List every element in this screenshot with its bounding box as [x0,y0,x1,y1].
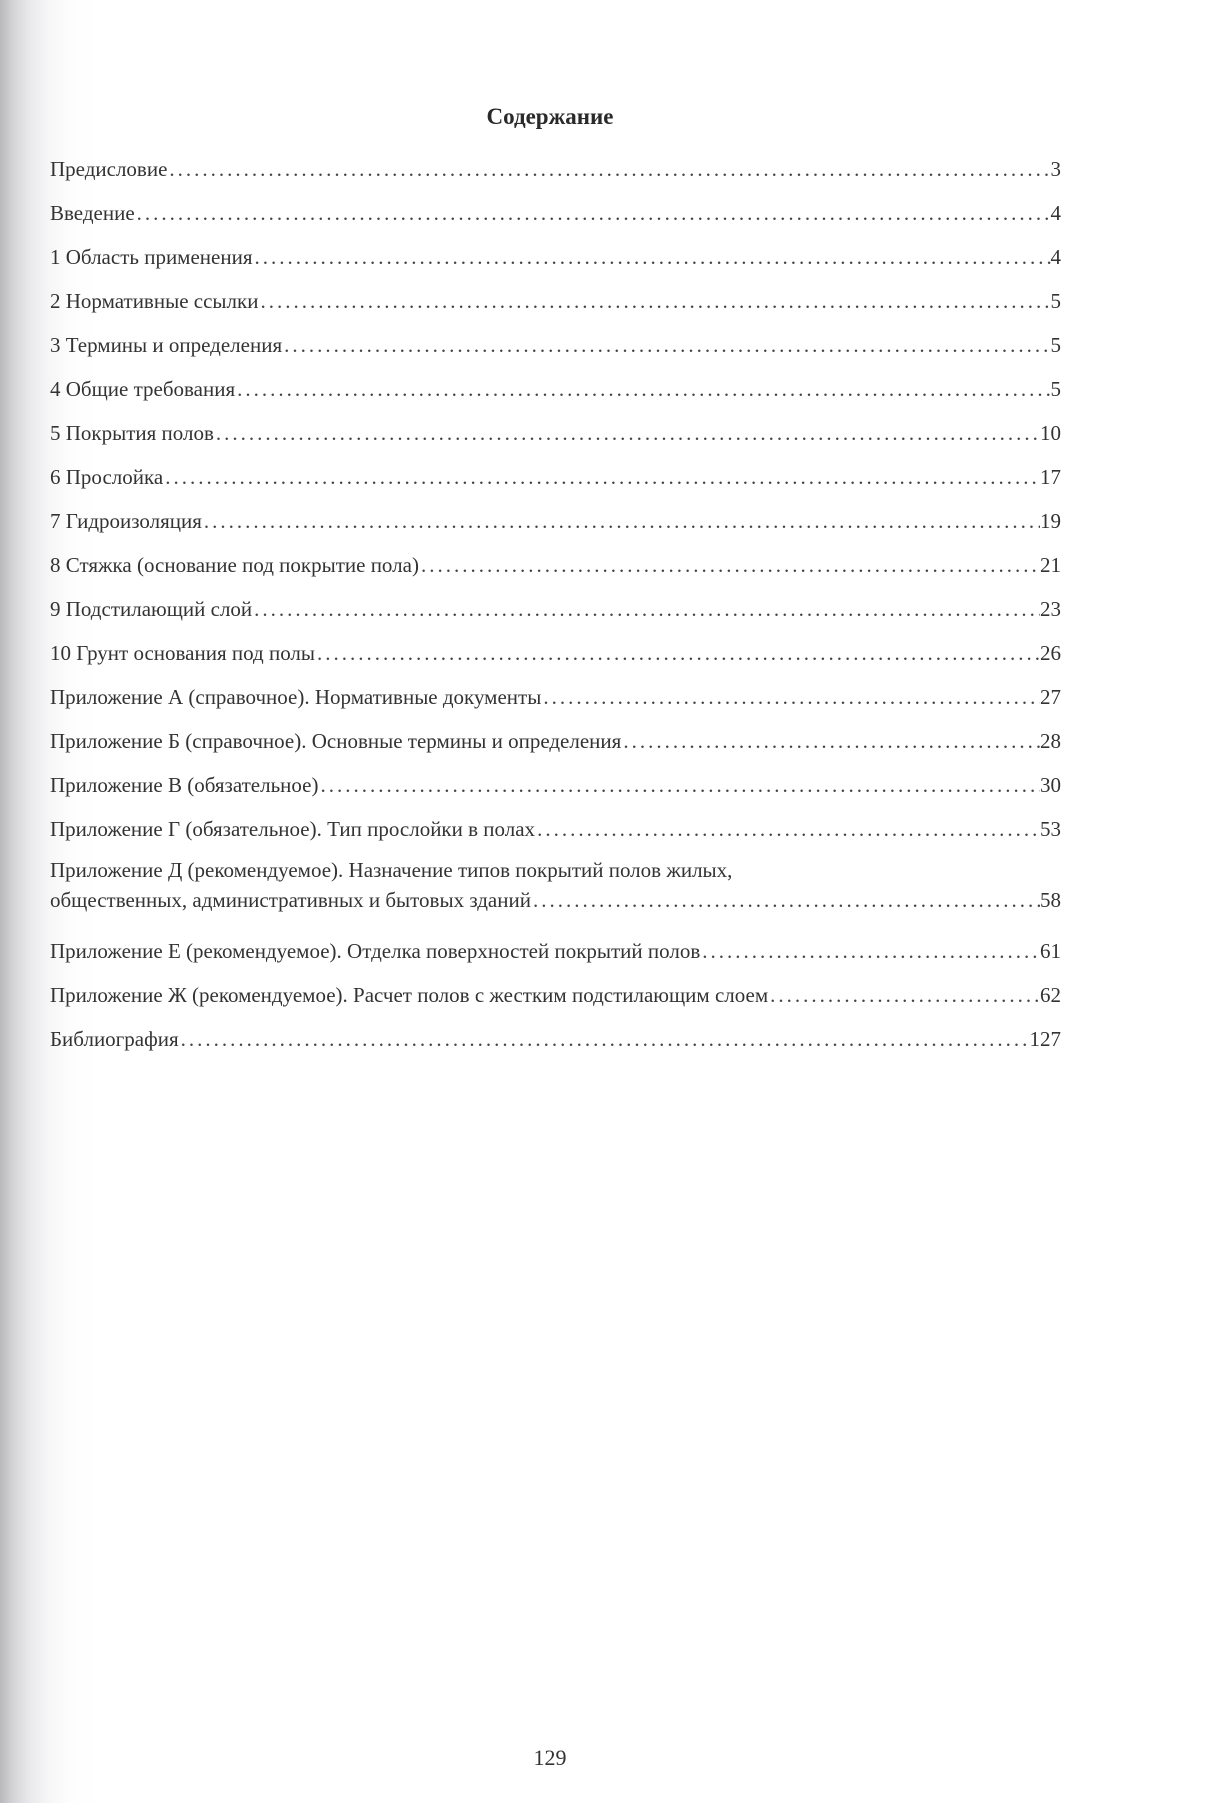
toc-entry-label: Приложение Г (обязательное). Тип прослойки в полах [50,817,536,841]
toc-entry-label: 3 Термины и определения [50,333,283,357]
toc-entry-page: 4 [1050,201,1061,225]
toc-entry-label: Приложение Б (справочное). Основные термины и определения [50,729,622,753]
toc-entry-label: Библиография [50,1027,179,1051]
toc-entry-line2 [50,885,1061,915]
page-number: 129 [533,1745,567,1770]
table-of-contents [50,147,1061,1061]
dot-leader [621,719,1040,763]
dot-leader [214,411,1040,455]
toc-entry-page: 58 [1040,888,1061,912]
dot-leader [258,279,1050,323]
toc-entry-label: Приложение Ж (рекомендуемое). Расчет полов с жестким подстилающим слоем [50,983,769,1007]
toc-entry-label: Приложение В (обязательное) [50,773,319,797]
dot-leader [315,631,1040,675]
toc-entry-page: 17 [1040,465,1061,489]
toc-entry-page: 23 [1040,597,1061,621]
toc-entry[interactable] [50,235,1061,279]
toc-entry-label: 7 Гидроизоляция [50,509,202,533]
toc-entry-page: 19 [1040,509,1061,533]
toc-entry-label: Введение [50,201,135,225]
dot-leader [700,929,1040,973]
toc-entry[interactable] [50,191,1061,235]
toc-entry-label: 4 Общие требования [50,377,236,401]
dot-leader [768,973,1040,1017]
toc-entry-label: Предисловие [50,157,168,181]
toc-entry-page: 30 [1040,773,1061,797]
dot-leader [167,147,1050,191]
toc-entry-label: Приложение А (справочное). Нормативные документы [50,685,542,709]
toc-entry-page: 4 [1050,245,1061,269]
toc-entry[interactable] [50,367,1061,411]
toc-entry[interactable] [50,499,1061,543]
toc-entry[interactable] [50,147,1061,191]
dot-leader [282,323,1050,367]
toc-entry-label-line1: Приложение Д (рекомендуемое). Назначение типов покрытий полов жилых, [50,858,733,882]
toc-entry-page: 53 [1040,817,1061,841]
toc-entry-page: 3 [1050,157,1061,181]
toc-entry-label: 10 Грунт основания под полы [50,641,316,665]
toc-entry[interactable] [50,323,1061,367]
toc-entry[interactable] [50,929,1061,973]
toc-entry-label: 8 Стяжка (основание под покрытие пола) [50,553,419,577]
toc-entry-page: 61 [1040,939,1061,963]
dot-leader [235,367,1050,411]
dot-leader [531,885,1040,915]
dot-leader [252,587,1040,631]
toc-entry-page: 10 [1040,421,1061,445]
toc-entry-page: 5 [1050,289,1061,313]
toc-entry-page: 27 [1040,685,1061,709]
dot-leader [541,675,1040,719]
dot-leader [163,455,1040,499]
dot-leader [135,191,1051,235]
toc-entry-label: Приложение Е (рекомендуемое). Отделка поверхностей покрытий полов [50,939,701,963]
toc-entry[interactable] [50,631,1061,675]
toc-entry[interactable] [50,587,1061,631]
toc-entry-page: 5 [1050,333,1061,357]
toc-entry[interactable] [50,455,1061,499]
dot-leader [535,807,1040,851]
toc-title: Содержание [486,104,614,129]
dot-leader [318,763,1040,807]
toc-entry[interactable] [50,279,1061,323]
dot-leader [419,543,1040,587]
toc-entry[interactable] [50,851,1061,929]
toc-entry-label: 9 Подстилающий слой [50,597,253,621]
toc-entry-page: 21 [1040,553,1061,577]
dot-leader [202,499,1040,543]
toc-entry-page: 5 [1050,377,1061,401]
toc-entry[interactable] [50,807,1061,851]
toc-entry-label: 2 Нормативные ссылки [50,289,259,313]
toc-entry[interactable] [50,763,1061,807]
toc-entry-page: 28 [1040,729,1061,753]
toc-entry-label: 5 Покрытия полов [50,421,214,445]
toc-entry[interactable] [50,675,1061,719]
toc-entry[interactable] [50,719,1061,763]
toc-entry-page: 62 [1040,983,1061,1007]
toc-entry-label-line2: общественных, административных и бытовых зданий [50,888,531,912]
toc-entry-label: 6 Прослойка [50,465,164,489]
toc-entry[interactable] [50,543,1061,587]
toc-entry-page: 26 [1040,641,1061,665]
toc-entry-label: 1 Область применения [50,245,253,269]
toc-entry[interactable] [50,973,1061,1017]
dot-leader [179,1017,1030,1061]
toc-entry[interactable] [50,411,1061,455]
toc-entry[interactable] [50,1017,1061,1061]
dot-leader [252,235,1050,279]
toc-entry-page: 127 [1029,1027,1061,1051]
